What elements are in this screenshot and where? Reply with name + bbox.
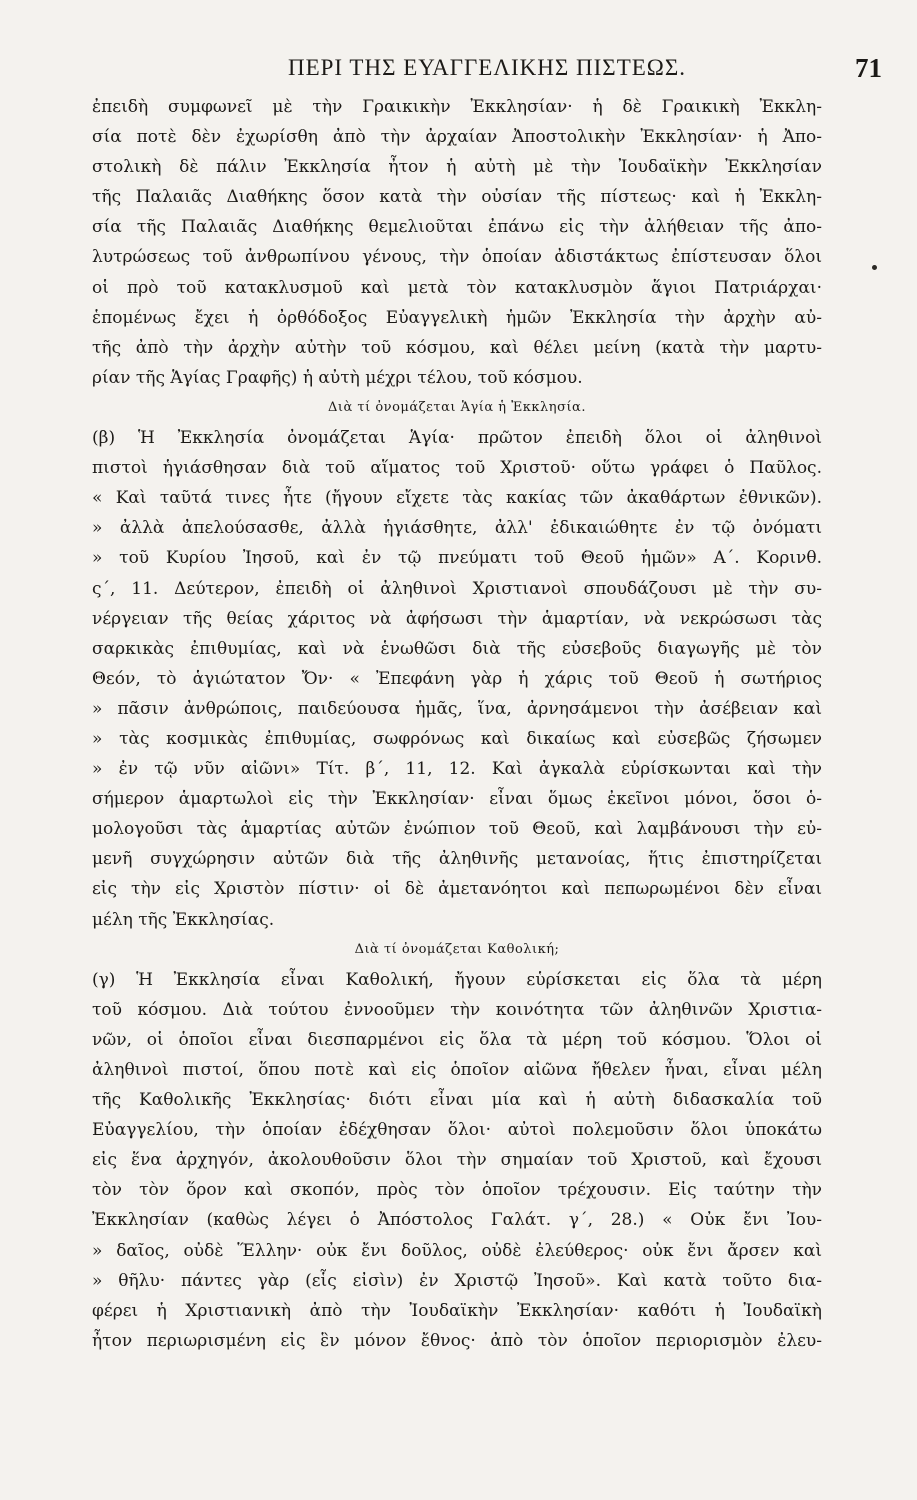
text-line: ἦτον περιωρισμένη εἰς ἓν μόνον ἔθνος· ἀπὸ τὸν ὁποῖον περιορισμὸν ἐλευ- xyxy=(92,1330,822,1351)
text-line: « Καὶ ταῦτά τινες ἦτε (ἤγουν εἴχετε τὰς κακίας τῶν ἀκαθάρτων ἐθνικῶν). xyxy=(92,488,822,509)
text-line: στολικὴ δὲ πάλιν Ἐκκλησία ἦτον ἡ αὐτὴ μὲ τὴν Ἰουδαϊκὴν Ἐκκλησίαν xyxy=(92,157,822,178)
text-line: οἱ πρὸ τοῦ κατακλυσμοῦ καὶ μετὰ τὸν κατακλυσμὸν ἅγιοι Πατριάρχαι· xyxy=(92,277,822,298)
text-line: τῆς ἀπὸ τὴν ἀρχὴν αὐτὴν τοῦ κόσμου, καὶ θέλει μείνη (κατὰ τὴν μαρτυ- xyxy=(92,337,822,358)
text-line: μολογοῦσι τὰς ἁμαρτίας αὐτῶν ἐνώπιον τοῦ Θεοῦ, καὶ λαμβάνουσι τὴν εὐ- xyxy=(92,819,822,840)
text-line: μέλη τῆς Ἐκκλησίας. xyxy=(92,909,275,930)
text-line: τῆς Καθολικῆς Ἐκκλησίας· διότι εἶναι μία καὶ ἡ αὐτὴ διδασκαλία τοῦ xyxy=(92,1090,822,1111)
text-line: μενῆ συγχώρησιν αὐτῶν διὰ τῆς ἀληθινῆς μετανοίας, ἥτις ἐπιστηρίζεται xyxy=(92,849,822,870)
text-line: φέρει ἡ Χριστιανικὴ ἀπὸ τὴν Ἰουδαϊκὴν Ἐκκλησίαν· καθότι ἡ Ἰουδαϊκὴ xyxy=(92,1300,822,1321)
text-line: ἑπομένως ἔχει ἡ ὀρθόδοξος Εὐαγγελικὴ ἡμῶν Ἐκκλησία τὴν ἀρχὴν αὐ- xyxy=(92,307,822,328)
text-line: τῆς Παλαιᾶς Διαθήκης ὅσον κατὰ τὴν οὐσίαν τῆς πίστεως· καὶ ἡ Ἐκκλη- xyxy=(92,187,822,208)
margin-dot xyxy=(872,265,877,270)
paragraph-holy xyxy=(92,423,822,935)
text-line: ἀληθινοὶ πιστοί, ὅπου ποτὲ καὶ εἰς ὁποῖον αἰῶνα ἤθελεν ἦναι, εἶναι μέλη xyxy=(92,1060,822,1080)
text-line: σία ποτὲ δὲν ἐχωρίσθη ἀπὸ τὴν ἀρχαίαν Ἀποστολικὴν Ἐκκλησίαν· ἡ Ἀπο- xyxy=(92,127,822,148)
text-line: » δαῖος, οὐδὲ Ἕλλην· οὐκ ἔνι δοῦλος, οὐδὲ ἐλεύθερος· οὐκ ἔνι ἄρσεν καὶ xyxy=(92,1240,822,1261)
text-line: πιστοὶ ἡγιάσθησαν διὰ τοῦ αἵματος τοῦ Χριστοῦ· οὕτω γράφει ὁ Παῦλος. xyxy=(92,458,822,479)
text-line: » τὰς κοσμικὰς ἐπιθυμίας, σωφρόνως καὶ δικαίως καὶ εὐσεβῶς ζήσωμεν xyxy=(92,728,822,749)
text-line: εἰς ἕνα ἀρχηγόν, ἀκολουθοῦσιν ὅλοι τὴν σημαίαν τοῦ Χριστοῦ, καὶ ἔχουσι xyxy=(92,1150,822,1171)
section-heading-holy: Διὰ τί ὀνομάζεται Ἁγία ἡ Ἐκκλησία. xyxy=(328,399,586,415)
text-line: » πᾶσιν ἀνθρώποις, παιδεύουσα ἡμᾶς, ἵνα, ἀρνησάμενοι τὴν ἀσέβειαν καὶ xyxy=(92,698,822,719)
text-line: σήμερον ἁμαρτωλοὶ εἰς τὴν Ἐκκλησίαν· εἶναι ὅμως ἐκεῖνοι μόνοι, ὅσοι ὁ- xyxy=(92,789,822,810)
text-line: εἰς τὴν εἰς Χριστὸν πίστιν· οἱ δὲ ἀμετανόητοι καὶ πεπωρωμένοι δὲν εἶναι xyxy=(92,879,822,900)
text-line: » θῆλυ· πάντες γὰρ (εἷς εἰσὶν) ἐν Χριστῷ Ἰησοῦ». Καὶ κατὰ τοῦτο δια- xyxy=(92,1270,822,1291)
text-line: ἐπειδὴ συμφωνεῖ μὲ τὴν Γραικικὴν Ἐκκλησίαν· ἡ δὲ Γραικικὴ Ἐκκλη- xyxy=(92,97,822,117)
running-title: ΠΕΡΙ ΤΗΣ ΕΥΑΓΓΕΛΙΚΗΣ ΠΙΣΤΕΩΣ. xyxy=(287,55,687,80)
text-line: νῶν, οἱ ὁποῖοι εἶναι διεσπαρμένοι εἰς ὅλα τὰ μέρη τοῦ κόσμου. Ὅλοι οἱ xyxy=(92,1029,822,1050)
paragraph-catholic xyxy=(92,965,822,1356)
text-line: νέργειαν τῆς θείας χάριτος νὰ ἀφήσωσι τὴν ἁμαρτίαν, νὰ νεκρώσωσι τὰς xyxy=(92,608,822,629)
page-header xyxy=(92,48,882,88)
text-line: (γ) Ἡ Ἐκκλησία εἶναι Καθολική, ἤγουν εὑρίσκεται εἰς ὅλα τὰ μέρη xyxy=(92,969,822,990)
text-line: » ἀλλὰ ἀπελούσασθε, ἀλλὰ ἡγιάσθητε, ἀλλ' ἐδικαιώθητε ἐν τῷ ὀνόματι xyxy=(92,518,822,539)
text-line: » ἐν τῷ νῦν αἰῶνι» Τίτ. β΄, 11, 12. Καὶ ἀγκαλὰ εὑρίσκωνται καὶ τὴν xyxy=(92,759,822,780)
text-line: σία τῆς Παλαιᾶς Διαθήκης θεμελιοῦται ἐπάνω εἰς τὴν ἀλήθειαν τῆς ἀπο- xyxy=(92,217,822,238)
text-line: τοῦ κόσμου. Διὰ τούτου ἐννοοῦμεν τὴν κοινότητα τῶν ἀληθινῶν Χριστια- xyxy=(92,999,822,1020)
section-heading-catholic: Διὰ τί ὀνομάζεται Καθολική; xyxy=(354,941,560,957)
text-line: τὸν τὸν ὅρον καὶ σκοπόν, πρὸς τὸν ὁποῖον τρέχουσιν. Εἰς ταύτην τὴν xyxy=(92,1180,822,1201)
text-line: σαρκικὰς ἐπιθυμίας, καὶ νὰ ἑνωθῶσι διὰ τῆς εὐσεβοῦς διαγωγῆς μὲ τὸν xyxy=(92,638,822,659)
text-line: » τοῦ Κυρίου Ἰησοῦ, καὶ ἐν τῷ πνεύματι τοῦ Θεοῦ ἡμῶν» Α΄. Κορινθ. xyxy=(92,548,822,569)
text-line: Εὐαγγελίου, τὴν ὁποίαν ἐδέχθησαν ὅλοι· αὐτοὶ πολεμοῦσιν ὅλοι ὑποκάτω xyxy=(92,1120,822,1141)
text-line: (β) Ἡ Ἐκκλησία ὀνομάζεται Ἁγία· πρῶτον ἐπειδὴ ὅλοι οἱ ἀληθινοὶ xyxy=(92,428,822,449)
body-text xyxy=(92,92,822,1356)
text-line: Ἐκκλησίαν (καθὼς λέγει ὁ Ἀπόστολος Γαλάτ. γ΄, 28.) « Οὐκ ἔνι Ἰου- xyxy=(92,1210,822,1231)
text-line: λυτρώσεως τοῦ ἀνθρωπίνου γένους, τὴν ὁποίαν ἀδιστάκτως ἐπίστευσαν ὅλοι xyxy=(92,247,822,268)
text-line: Θεόν, τὸ ἁγιώτατον Ὄν· « Ἐπεφάνη γὰρ ἡ χάρις τοῦ Θεοῦ ἡ σωτήριος xyxy=(92,668,822,689)
text-line: ρίαν τῆς Ἁγίας Γραφῆς) ἡ αὐτὴ μέχρι τέλου, τοῦ κόσμου. xyxy=(92,367,583,388)
paragraph-continuation xyxy=(92,92,822,393)
page-number: 71 xyxy=(855,53,882,83)
text-line: ς΄, 11. Δεύτερον, ἐπειδὴ οἱ ἀληθινοὶ Χριστιανοὶ σπουδάζουσι μὲ τὴν συ- xyxy=(92,578,822,599)
